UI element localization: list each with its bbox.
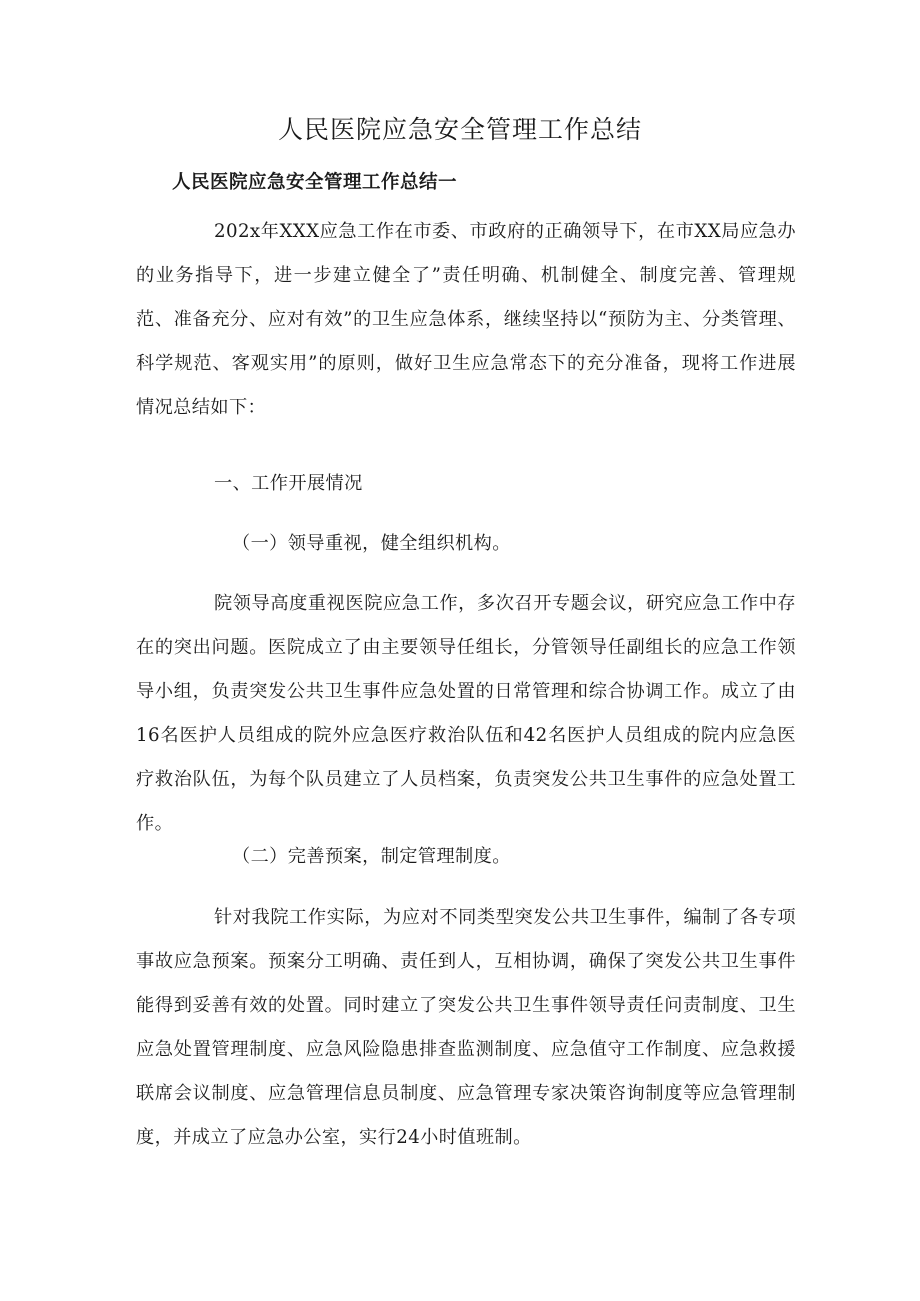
subsection-body-1: 院领导高度重视医院应急工作，多次召开专题会议，研究应急工作中存在的突出问题。医院成立了由主要领导任组长，分管领导任副组长的应急工作领导小组，负责突发公共卫生事件应急处置的日常管理和综合协调工作。成立了由16名医护人员组成的院外应急医疗救治队伍和42名医护人员组成的院内应急医疗救治队伍，为每个队员建立了人员档案，负责突发公共卫生事件的应急处置工作。 [136, 593, 796, 834]
subsection-heading-2: （二）完善预案，制定管理制度。 [232, 846, 511, 867]
document-subtitle: 人民医院应急安全管理工作总结一 [172, 172, 458, 193]
section-heading-1: 一、工作开展情况 [214, 473, 363, 494]
subsection-body-2: 针对我院工作实际，为应对不同类型突发公共卫生事件，编制了各专项事故应急预案。预案分工明确、责任到人，互相协调，确保了突发公共卫生事件能得到妥善有效的处置。同时建立了突发公共卫生事件领导责任问责制度、卫生应急处置管理制度、应急风险隐患排查监测制度、应急值守工作制度、应急救援联席会议制度、应急管理信息员制度、应急管理专家决策咨询制度等应急管理制度，并成立了应急办公室，实行24小时值班制。 [136, 907, 796, 1148]
subsection-heading-1: （一）领导重视，健全组织机构。 [232, 533, 511, 554]
document-title: 人民医院应急安全管理工作总结 [277, 115, 642, 144]
intro-paragraph: 202x年XXX应急工作在市委、市政府的正确领导下，在市XX局应急办的业务指导下，进一步建立健全了”责任明确、机制健全、制度完善、管理规范、准备充分、应对有效”的卫生应急体系，继续坚持以“预防为主、分类管理、科学规范、客观实用”的原则，做好卫生应急常态下的充分准备，现将工作进展情况总结如下： [136, 221, 796, 418]
